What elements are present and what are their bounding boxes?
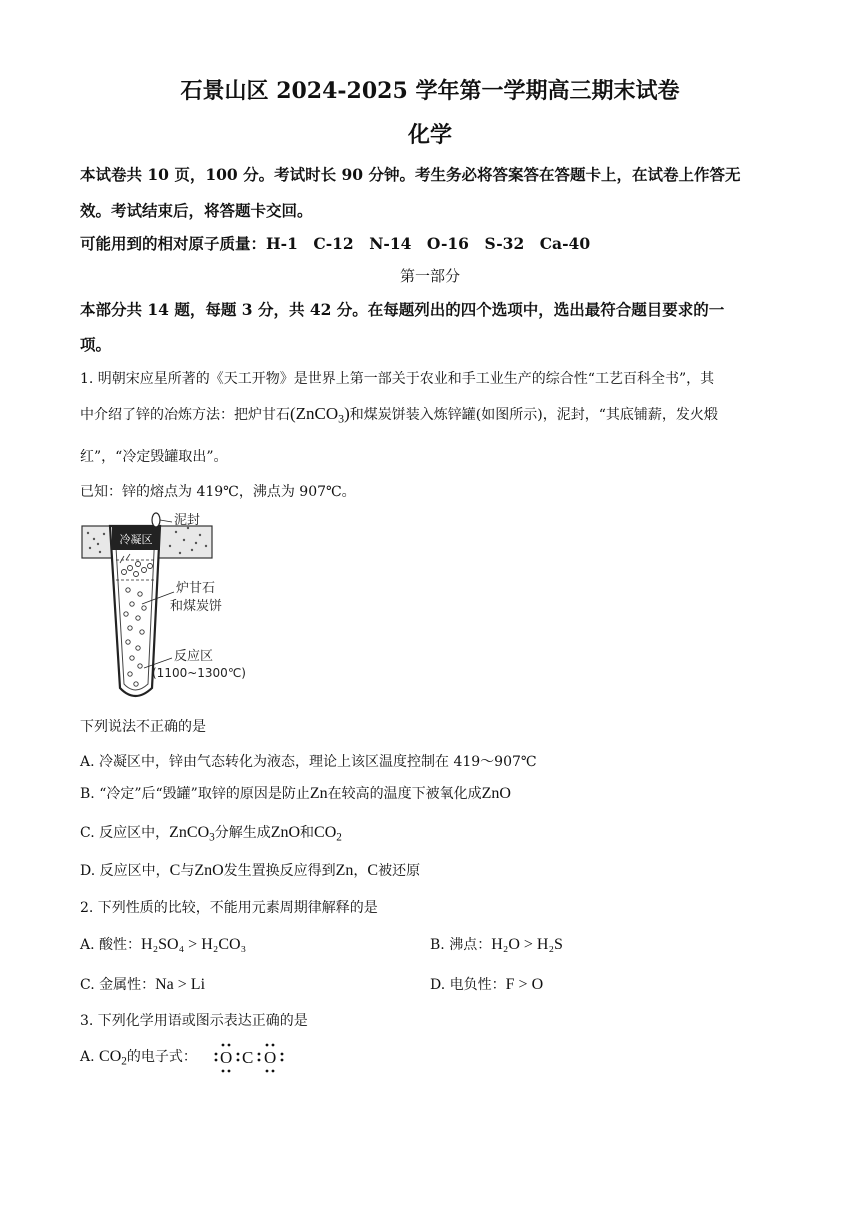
subject-title: 化学 — [407, 122, 452, 148]
q3-option-a — [80, 1046, 197, 1067]
q1-option-c-co2: $CO_2$ — [314, 824, 342, 844]
q1-option-d-zn: Zn — [335, 862, 354, 879]
q2-option-a-label: A. 酸性： — [80, 937, 142, 953]
lewis-c: C — [242, 1048, 254, 1067]
zinc-smelting-figure — [80, 508, 260, 708]
q2-option-b-expr: H₂O > H₂S — [491, 936, 563, 953]
q1-stem-3: 红”，“冷定毁罐取出”。 — [80, 449, 228, 465]
q1-option-c-text-3: 和 — [300, 825, 315, 841]
q1-option-d — [80, 860, 420, 880]
q1-stem-1: 1. 明朝宋应星所著的《天工开物》是世界上第一部关于农业和手工业生产的综合性“工艺百科全书”，其 — [80, 371, 715, 387]
q1-option-b-text-1: B. “冷定”后“毁罐”取锌的原因是防止 — [80, 786, 310, 802]
q1-stem-2b: 和煤炭饼装入炼锌罐(如图所示)，泥封，“其底铺薪，发火煅 — [349, 407, 718, 423]
q1-formula: ZnCO — [295, 404, 339, 423]
q1-prompt: 下列说法不正确的是 — [80, 719, 206, 735]
q1-option-d-c2: C — [367, 862, 379, 879]
q1-option-d-text-4: 被还原 — [378, 863, 421, 879]
q2-option-c-label: C. 金属性： — [80, 977, 156, 993]
lewis-o-right: O — [264, 1048, 277, 1067]
q2-option-a-expr: H₂SO₄ > H₂CO₃ — [141, 936, 247, 953]
q3-stem: 3. 下列化学用语或图示表达正确的是 — [80, 1013, 308, 1029]
lewis-o-left: O — [220, 1048, 233, 1067]
fig-label-ore-2: 和煤炭饼 — [170, 599, 223, 614]
part1-desc-2: 项。 — [80, 335, 112, 354]
q1-formula-paren: (ZnCO$_3$) — [290, 404, 350, 426]
atomic-masses — [80, 232, 590, 254]
q1-option-b-zno: ZnO — [481, 785, 511, 802]
q1-option-b-text-2: 在较高的温度下被氧化成 — [327, 786, 482, 802]
co2-lewis-structure — [212, 1040, 288, 1074]
q3-option-a-co2: $CO_2$ — [99, 1048, 127, 1068]
q1-option-c-znco3: ZnCO$_3$ — [169, 824, 215, 844]
q1-option-c — [80, 822, 342, 843]
q1-option-d-c1: C — [169, 862, 181, 879]
q1-option-d-text-1: D. 反应区中， — [80, 863, 170, 879]
q2-option-c-expr: Na > Li — [155, 976, 206, 993]
q2-option-c — [80, 974, 205, 994]
atomic-masses-values: H-1 C-12 N-14 O-16 S-32 Ca-40 — [266, 234, 591, 253]
instructions-line-1: 本试卷共 10 页，100 分。考试时长 90 分钟。考生务必将答案答在答题卡上，在试卷上作答无 — [80, 165, 741, 184]
q2-option-d — [430, 974, 543, 994]
fig-label-reaction: 反应区 — [174, 649, 214, 664]
q2-option-b — [430, 934, 563, 954]
q1-option-c-text-2: 分解生成 — [214, 825, 271, 841]
fig-label-temp: (1100~1300℃) — [152, 666, 246, 680]
q3-option-a-text: 的电子式： — [126, 1049, 197, 1065]
q1-option-d-zno: ZnO — [194, 862, 224, 879]
q1-stem-2a: 中介绍了锌的冶炼方法：把炉甘石 — [80, 407, 290, 423]
q1-known: 已知：锌的熔点为 419℃，沸点为 907℃。 — [80, 484, 356, 500]
fig-label-ore-1: 炉甘石 — [176, 581, 216, 596]
fig-label-condense: 冷凝区 — [119, 533, 153, 546]
q1-option-b — [80, 783, 511, 803]
atomic-masses-label: 可能用到的相对原子质量： — [80, 234, 267, 253]
exam-title: 石景山区 2024-2025 学年第一学期高三期末试卷 — [180, 78, 680, 104]
part1-desc-1: 本部分共 14 题，每题 3 分，共 42 分。在每题列出的四个选项中，选出最符合题目要求的一 — [80, 300, 725, 319]
q1-option-a: A. 冷凝区中，锌由气态转化为液态，理论上该区温度控制在 419～907℃ — [80, 754, 537, 770]
instructions-line-2: 效。考试结束后，将答题卡交回。 — [80, 201, 313, 220]
q2-option-a — [80, 934, 246, 954]
q1-option-d-text-2: 与 — [180, 863, 195, 879]
q2-option-b-label: B. 沸点： — [430, 937, 492, 953]
q1-formula-sub: 3 — [338, 411, 345, 426]
q1-option-b-zn: Zn — [309, 785, 328, 802]
q1-option-c-zno: ZnO — [270, 824, 301, 841]
q2-stem: 2. 下列性质的比较，不能用元素周期律解释的是 — [80, 900, 378, 916]
fig-label-seal: 泥封 — [174, 513, 201, 528]
q1-option-d-comma: ， — [353, 863, 368, 879]
q2-option-d-label: D. 电负性： — [430, 977, 506, 993]
q2-option-d-expr: F > O — [505, 976, 544, 993]
q1-option-d-text-3: 发生置换反应得到 — [223, 863, 336, 879]
q3-option-a-label: A. — [80, 1049, 95, 1065]
q1-stem-2 — [80, 404, 718, 427]
q1-option-c-text-1: C. 反应区中， — [80, 825, 170, 841]
part1-heading: 第一部分 — [399, 267, 460, 285]
